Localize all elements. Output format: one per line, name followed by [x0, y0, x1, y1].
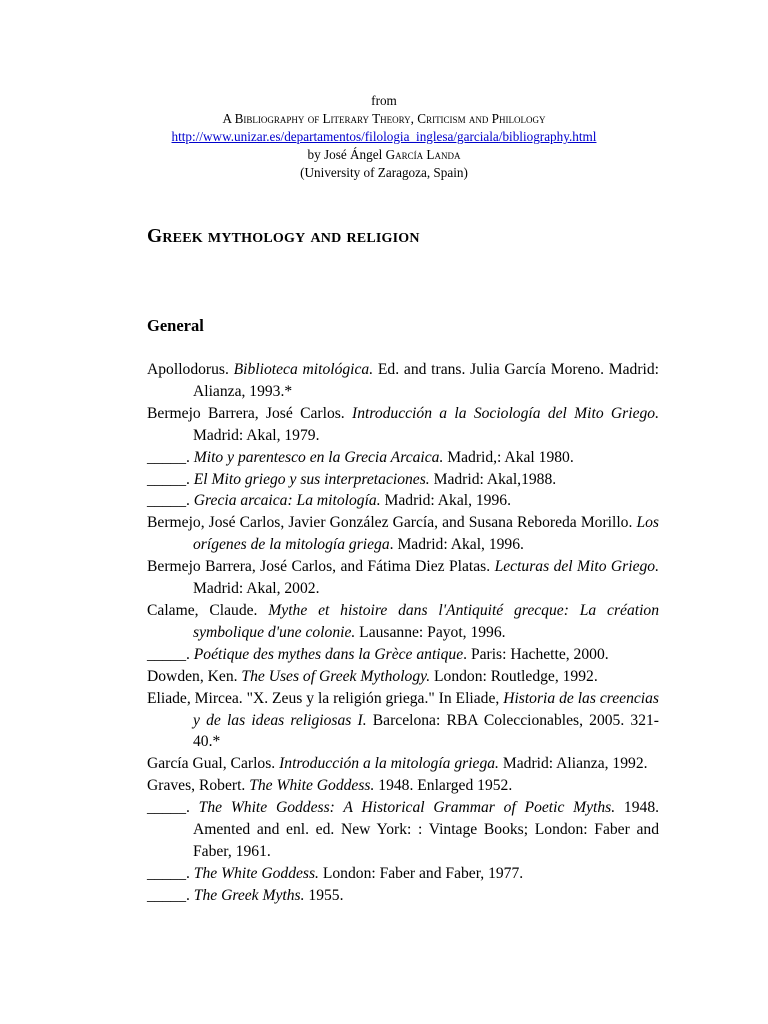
- reference-entry: _____. The White Goddess: A Historical Grammar of Poetic Myths. 1948. Amented and enl. ed. New York: : Vintage Books; London: Faber and Faber, 1961.: [147, 799, 660, 860]
- reference-entry: Bermejo Barrera, José Carlos, and Fátima Diez Platas. Lecturas del Mito Griego. Madrid: Akal, 2002.: [147, 558, 659, 598]
- reference-entry: Eliade, Mircea. "X. Zeus y la religión griega." In Eliade, Historia de las creencias y de las ideas religiosas I. Barcelona: RBA Coleccionables, 2005. 321-40.*: [147, 689, 659, 751]
- reference-entry: Apollodorus. Biblioteca mitológica. Ed. and trans. Julia García Moreno. Madrid: Alianza, 1993.*: [147, 361, 660, 400]
- reference-entry: Dowden, Ken. The Uses of Greek Mythology. London: Routledge, 1992.: [147, 667, 598, 685]
- author-line: [0, 146, 768, 164]
- author-surname: García Landa: [385, 147, 461, 162]
- page-title: Greek mythology and religion: [147, 226, 420, 247]
- author-prefix: by José Ángel: [307, 147, 386, 162]
- reference-entry: _____. Poétique des mythes dans la Grèce antique. Paris: Hachette, 2000.: [147, 645, 609, 663]
- bibliography-title: A Bibliography of Literary Theory, Criticism and Philology: [222, 111, 546, 126]
- reference-entry: García Gual, Carlos. Introducción a la mitología griega. Madrid: Alianza, 1992.: [147, 755, 648, 773]
- reference-entry: Bermejo Barrera, José Carlos. Introducción a la Sociología del Mito Griego. Madrid: Akal, 1979.: [147, 404, 659, 444]
- from-label: from: [371, 93, 397, 108]
- reference-entry: Bermejo, José Carlos, Javier González García, and Susana Reboreda Morillo. Los orígenes de la mitología griega. Madrid: Akal, 1996.: [147, 514, 659, 554]
- reference-list: [147, 359, 659, 907]
- reference-entry: _____. The White Goddess. London: Faber and Faber, 1977.: [147, 864, 524, 882]
- reference-entry: Graves, Robert. The White Goddess. 1948. Enlarged 1952.: [147, 777, 513, 795]
- section-heading: General: [147, 316, 204, 335]
- document-header: [0, 92, 768, 182]
- reference-entry: Calame, Claude. Mythe et histoire dans l'Antiquité grecque: La création symbolique d'une colonie. Lausanne: Payot, 1996.: [147, 601, 659, 641]
- reference-entry: _____. El Mito griego y sus interpretaciones. Madrid: Akal,1988.: [147, 470, 557, 488]
- reference-entry: _____. Mito y parentesco en la Grecia Arcaica. Madrid,: Akal 1980.: [147, 448, 574, 466]
- affiliation: (University of Zaragoza, Spain): [300, 165, 468, 180]
- reference-entry: _____. Grecia arcaica: La mitología. Madrid: Akal, 1996.: [147, 492, 511, 510]
- reference-entry: _____. The Greek Myths. 1955.: [147, 886, 344, 904]
- bibliography-url-link[interactable]: http://www.unizar.es/departamentos/filologia_inglesa/garciala/bibliography.html: [171, 129, 597, 144]
